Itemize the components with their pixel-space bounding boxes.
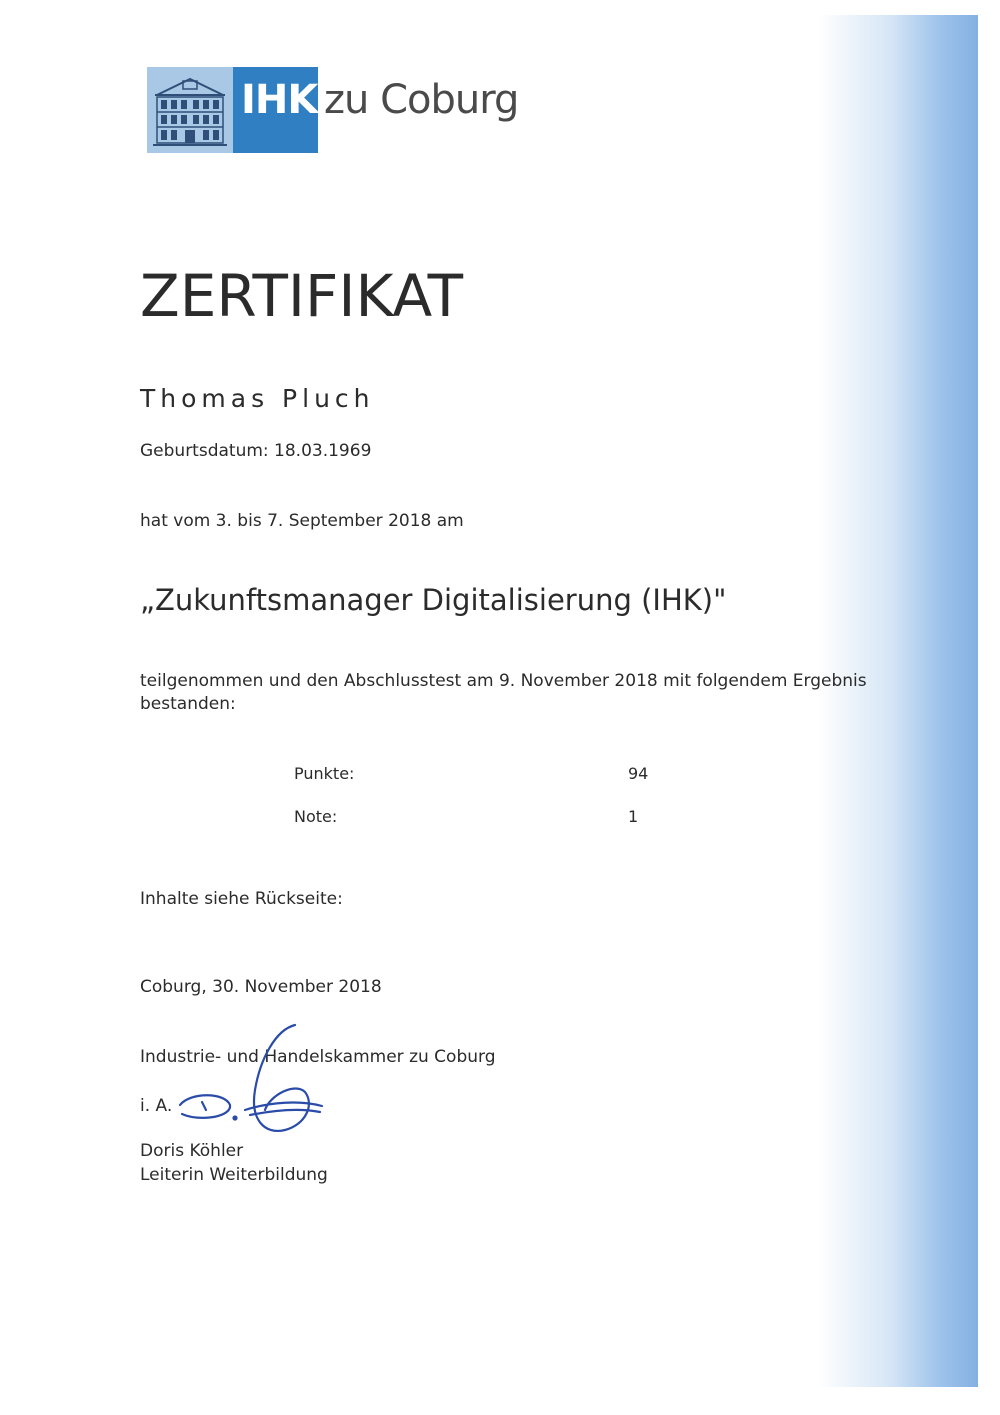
course-period: hat vom 3. bis 7. September 2018 am [140,511,464,531]
result-label-points: Punkte: [294,764,355,783]
decorative-blue-band [818,15,978,1387]
logo-city-name: zu Coburg [324,77,519,123]
place-and-date: Coburg, 30. November 2018 [140,977,382,997]
course-title: „Zukunftsmanager Digitalisierung (IHK)" [140,583,727,617]
on-behalf-label: i. A. [140,1096,173,1116]
result-value-grade: 1 [628,807,639,826]
birthdate: Geburtsdatum: 18.03.1969 [140,441,372,461]
result-value-points: 94 [628,764,649,783]
building-icon [147,67,233,153]
signature-mark [170,1020,340,1145]
signer-name: Doris Köhler [140,1141,244,1161]
recipient-name: Thomas Pluch [140,384,375,413]
signer-role: Leiterin Weiterbildung [140,1165,328,1185]
issuer-name: Industrie- und Handelskammer zu Coburg [140,1047,496,1067]
participation-text-line2: bestanden: [140,694,236,714]
participation-text-line1: teilgenommen und den Abschlusstest am 9. November 2018 mit folgendem Ergebnis [140,671,867,691]
logo-abbreviation: IHK [241,77,318,123]
contents-note: Inhalte siehe Rückseite: [140,889,343,909]
result-label-grade: Note: [294,807,338,826]
certificate-title: ZERTIFIKAT [140,262,464,330]
ihk-logo [147,67,519,153]
